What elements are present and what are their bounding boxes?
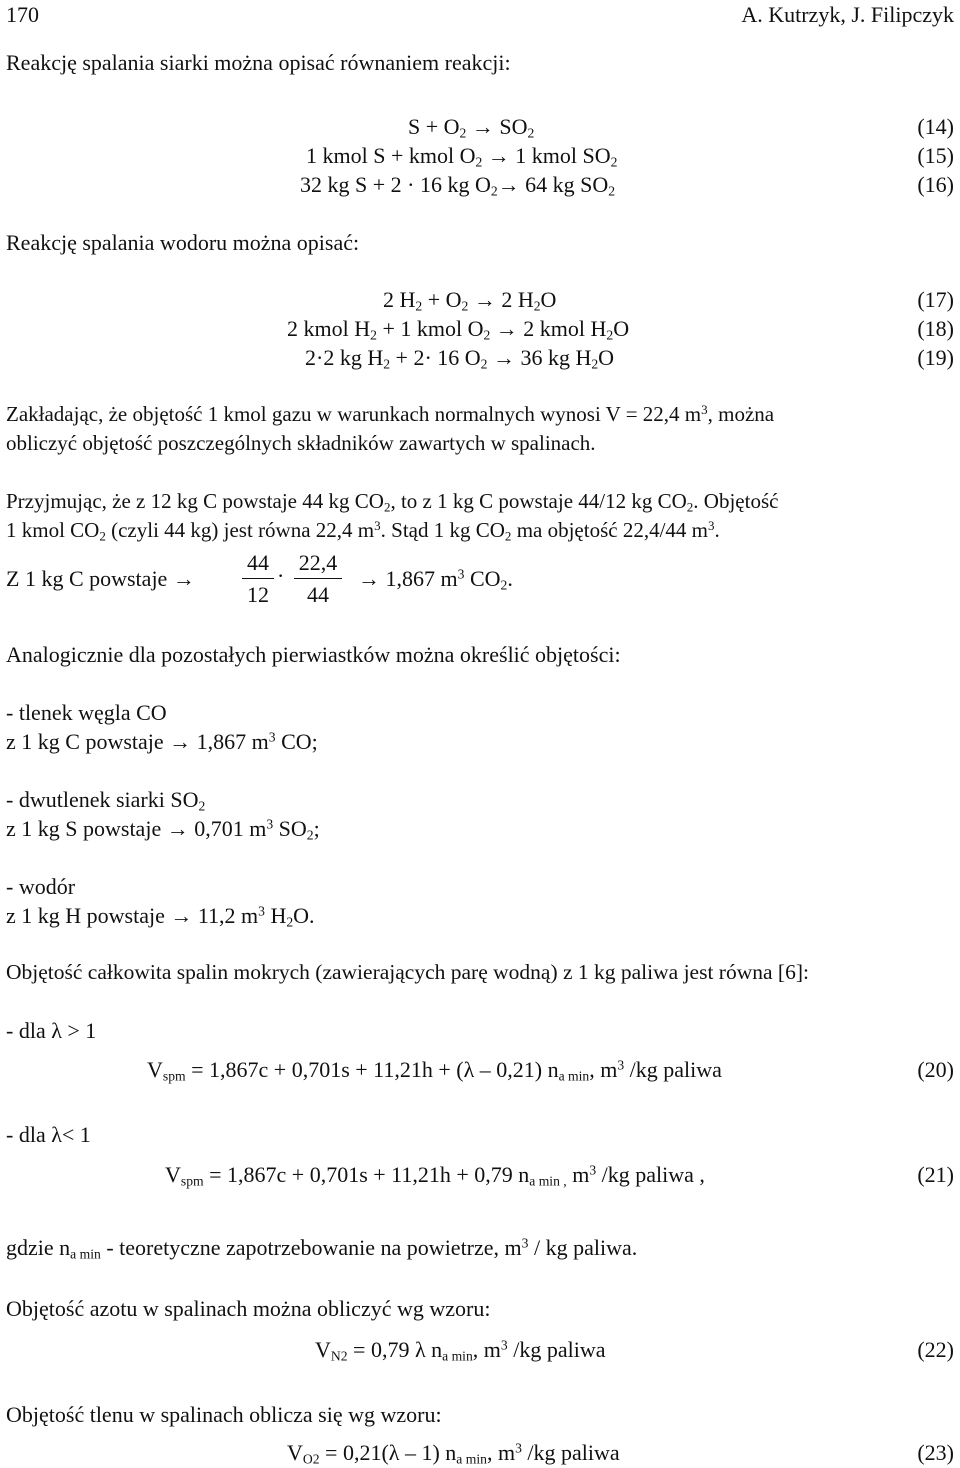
equation-16: 32 kg S + 2 · 16 kg $O_2\to 64$ kg $SO_2$ [300, 172, 616, 199]
multiplication-dot: · [277, 563, 285, 588]
paragraph-molar-volume-line2: obliczyć objętość poszczególnych składników zawartych w spalinach. [6, 431, 596, 455]
fraction-1-bar [242, 578, 274, 579]
equation-number-17: (17) [917, 287, 954, 312]
paragraph-molar-volume: Zakładając, że objętość 1 kmol gazu w warunkach normalnych wynosi V = 22,4 $m^3$, można [6, 401, 775, 426]
paragraph-sulfur-intro: Reakcję spalania siarki można opisać równaniem reakcji: [6, 50, 511, 75]
fraction-2-numerator: 22,4 [298, 550, 338, 575]
item-co-value: z 1 kg C powstaje → 1,867 $m^3$ CO; [6, 729, 318, 754]
paragraph-total-flue-gas: Objętość całkowita spalin mokrych (zawierających parę wodną) z 1 kg paliwa jest równa [6]: [6, 960, 809, 984]
fraction-2-bar [294, 578, 342, 579]
equation-18: 2 kmol $H_2 + 1$ kmol $O_2 \to 2$ kmol $H_2O$ [287, 316, 630, 343]
paragraph-co2-volume: Przyjmując, że z 12 kg C powstaje 44 kg $CO_2$, to z 1 kg C powstaje 44/12 kg $CO_2$. Objętość [6, 489, 779, 515]
equation-number-19: (19) [917, 345, 954, 370]
fraction-2-denominator: 44 [307, 582, 329, 607]
equation-number-20: (20) [917, 1057, 954, 1082]
equation-number-22: (22) [917, 1337, 954, 1362]
equation-14: $S + O_2 \to SO_2$ [408, 114, 535, 141]
page-number: 170 [6, 2, 39, 27]
definition-n-a-min: gdzie $n_{a min}$ - teoretyczne zapotrzebowanie na powietrze, $m^3$ / kg paliwa. [6, 1235, 638, 1262]
equation-21: $V_{spm} = 1,867c + 0,701s + 11,21h + 0,79$ $n_{a min ,}$ $m^3$ /kg paliwa , [165, 1162, 705, 1189]
paragraph-oxygen: Objętość tlenu w spalinach oblicza się wg wzoru: [6, 1402, 442, 1427]
item-so2-title: - dwutlenek siarki $SO_2$ [6, 787, 206, 814]
equation-17: 2 $H_2 + O_2 \to 2$ $H_2O$ [383, 287, 557, 314]
equation-15: 1 kmol S + kmol $O_2 \to 1$ kmol $SO_2$ [306, 143, 618, 170]
paragraph-analogous: Analogicznie dla pozostałych pierwiastków można określić objętości: [6, 642, 621, 667]
equation-number-16: (16) [917, 172, 954, 197]
case-lambda-greater: - dla λ > 1 [6, 1018, 97, 1043]
equation-23: $V_{O2} = 0,21(\lambda - 1)$ $n_{a min}$, $m^3$ /kg paliwa [287, 1440, 620, 1467]
fraction-1-denominator: 12 [247, 582, 269, 607]
fraction-lead-text: Z 1 kg C powstaje → [6, 566, 195, 591]
equation-number-18: (18) [917, 316, 954, 341]
equation-19: 2·2 kg $H_2 + 2\cdot 16$ $O_2 \to 36$ kg $H_2O$ [305, 345, 615, 372]
equation-number-23: (23) [917, 1440, 954, 1465]
paragraph-nitrogen: Objętość azotu w spalinach można obliczyć wg wzoru: [6, 1296, 491, 1321]
equation-number-14: (14) [917, 114, 954, 139]
item-h2o-value: z 1 kg H powstaje → 11,2 $m^3$ $H_2O$. [6, 903, 315, 930]
running-header-authors: A. Kutrzyk, J. Filipczyk [741, 2, 954, 27]
paragraph-hydrogen-intro: Reakcję spalania wodoru można opisać: [6, 230, 360, 255]
equation-number-15: (15) [917, 143, 954, 168]
equation-number-21: (21) [917, 1162, 954, 1187]
item-h2o-title: - wodór [6, 874, 76, 899]
fraction-1-numerator: 44 [247, 550, 269, 575]
equation-20: $V_{spm} = 1,867c + 0,701s + 11,21h + (\lambda - 0,21)$ $n_{a min}$, $m^3$ /kg paliwa [147, 1057, 722, 1084]
item-co-title: - tlenek węgla CO [6, 700, 167, 725]
item-so2-value: z 1 kg S powstaje → 0,701 $m^3$ $SO_2$; [6, 816, 320, 843]
fraction-result: → 1,867 $m^3$ $CO_2$. [358, 566, 513, 593]
paragraph-co2-volume-line2: 1 kmol $CO_2$ (czyli 44 kg) jest równa 22,4 $m^3$. Stąd 1 kg $CO_2$ ma objętość 22,4/44 $m^3$. [6, 517, 720, 544]
equation-22: $V_{N2} = 0,79$ λ $n_{a min}$, $m^3$ /kg paliwa [315, 1337, 606, 1364]
case-lambda-less: - dla λ< 1 [6, 1122, 91, 1147]
